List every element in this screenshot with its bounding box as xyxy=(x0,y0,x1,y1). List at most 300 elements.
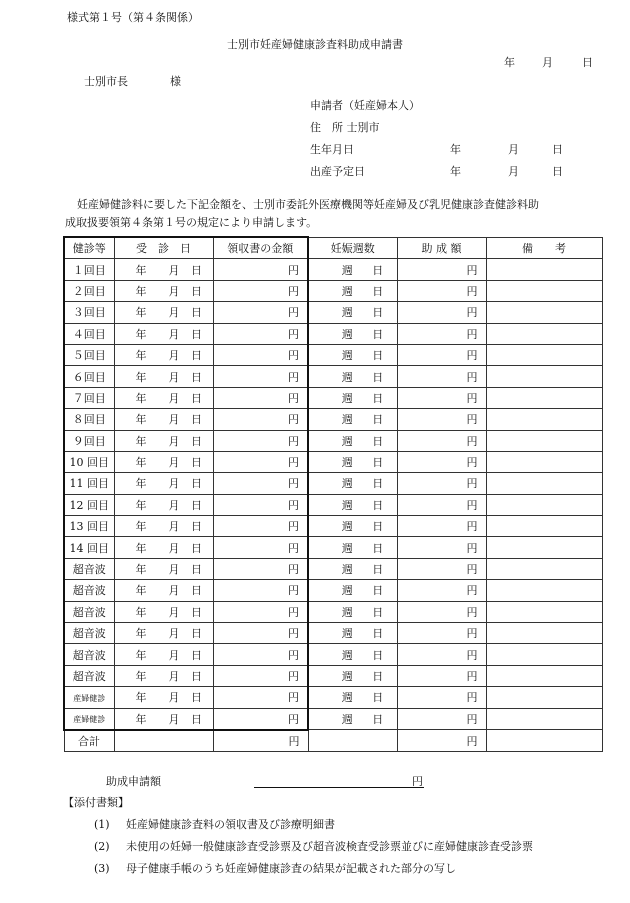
unit-month: 月 xyxy=(168,563,180,577)
row-label xyxy=(64,302,114,323)
unit-day: 日 xyxy=(372,541,384,555)
unit-yen: 円 xyxy=(288,670,299,683)
visit-date-cell[interactable] xyxy=(114,687,213,708)
receipt-amount-cell[interactable] xyxy=(213,601,308,622)
unit-day: 日 xyxy=(191,605,202,619)
addressee-name: 士別市長 xyxy=(84,75,128,88)
attachments-list xyxy=(94,814,533,880)
unit-day: 日 xyxy=(191,327,202,341)
unit-month: 月 xyxy=(168,284,180,298)
total-date-cell xyxy=(114,730,213,752)
row-label xyxy=(64,430,114,451)
receipt-amount-cell[interactable] xyxy=(213,687,308,708)
pregnancy-weeks-cell[interactable] xyxy=(308,623,397,644)
unit-yen: 円 xyxy=(288,648,299,662)
subsidy-cell[interactable] xyxy=(397,708,486,730)
unit-yen: 円 xyxy=(288,735,300,749)
pregnancy-weeks-cell[interactable] xyxy=(308,708,397,730)
visit-date-cell[interactable] xyxy=(114,516,213,537)
visit-date-cell[interactable] xyxy=(114,580,213,601)
unit-month: 月 xyxy=(168,691,180,705)
unit-year: 年 xyxy=(135,477,147,491)
unit-year: 年 xyxy=(135,391,147,405)
subsidy-cell[interactable] xyxy=(397,644,486,665)
unit-yen: 円 xyxy=(466,520,478,534)
remarks-cell[interactable] xyxy=(486,623,602,644)
receipt-amount-cell[interactable] xyxy=(213,387,308,408)
remarks-cell[interactable] xyxy=(486,259,602,280)
pregnancy-weeks-cell[interactable] xyxy=(308,409,397,430)
unit-yen: 円 xyxy=(466,477,478,491)
remarks-cell[interactable] xyxy=(486,558,602,579)
unit-week: 週 xyxy=(341,370,353,384)
unit-day: 日 xyxy=(372,306,384,320)
row-label-text: ７回目 xyxy=(72,391,106,405)
unit-week: 週 xyxy=(341,306,353,320)
row-label-text: 超音波 xyxy=(72,627,106,641)
unit-year: 年 xyxy=(135,498,147,512)
pregnancy-weeks-cell[interactable] xyxy=(308,537,397,558)
unit-month: 月 xyxy=(168,327,180,341)
unit-yen: 円 xyxy=(466,627,478,641)
table-row xyxy=(64,665,602,686)
unit-week: 週 xyxy=(341,413,353,427)
pregnancy-weeks-cell[interactable] xyxy=(308,344,397,365)
applicant-label: 申請者（妊産婦本人） xyxy=(310,99,420,112)
pregnancy-weeks-cell[interactable] xyxy=(308,430,397,451)
remarks-cell[interactable] xyxy=(486,280,602,301)
row-label xyxy=(64,451,114,472)
attachment-item xyxy=(94,814,533,836)
subsidy-cell[interactable] xyxy=(397,323,486,344)
table-row xyxy=(64,409,602,430)
unit-week: 週 xyxy=(341,541,353,555)
visit-date-cell[interactable] xyxy=(114,323,213,344)
header-pregnancy-weeks: 妊娠週数 xyxy=(308,237,397,259)
pregnancy-weeks-cell[interactable] xyxy=(308,387,397,408)
unit-day: 日 xyxy=(191,670,202,683)
visit-date-cell[interactable] xyxy=(114,387,213,408)
row-label xyxy=(64,623,114,644)
subsidy-cell[interactable] xyxy=(397,344,486,365)
row-label xyxy=(64,494,114,515)
unit-month: 月 xyxy=(168,349,180,363)
remarks-cell[interactable] xyxy=(486,494,602,515)
unit-week: 週 xyxy=(341,327,353,341)
remarks-cell[interactable] xyxy=(486,708,602,730)
subsidy-cell[interactable] xyxy=(397,516,486,537)
pregnancy-weeks-cell[interactable] xyxy=(308,580,397,601)
birth-year: 年 xyxy=(450,143,461,156)
unit-yen: 円 xyxy=(466,541,478,555)
due-date-label: 出産予定日 xyxy=(310,165,365,178)
remarks-cell[interactable] xyxy=(486,430,602,451)
unit-month: 月 xyxy=(168,498,180,512)
unit-day: 日 xyxy=(191,456,202,470)
unit-yen: 円 xyxy=(466,349,478,363)
visit-date-cell[interactable] xyxy=(114,302,213,323)
pregnancy-weeks-cell[interactable] xyxy=(308,473,397,494)
unit-yen: 円 xyxy=(288,712,299,726)
visit-date-cell[interactable] xyxy=(114,644,213,665)
row-label xyxy=(64,644,114,665)
row-label xyxy=(64,366,114,387)
unit-yen: 円 xyxy=(288,563,299,577)
due-day: 日 xyxy=(552,165,563,178)
intro-line-1: 妊産婦健診料に要した下記金額を、士別市委託外医療機関等妊産婦及び乳児健康診査健診料助 xyxy=(77,198,539,211)
subsidy-cell[interactable] xyxy=(397,537,486,558)
receipt-amount-cell[interactable] xyxy=(213,302,308,323)
pregnancy-weeks-cell[interactable] xyxy=(308,366,397,387)
visit-date-cell[interactable] xyxy=(114,665,213,686)
unit-yen: 円 xyxy=(288,541,299,555)
unit-day: 日 xyxy=(191,391,202,405)
remarks-cell[interactable] xyxy=(486,344,602,365)
row-label xyxy=(64,259,114,280)
subsidy-cell[interactable] xyxy=(397,687,486,708)
unit-month: 月 xyxy=(168,541,180,555)
table-row xyxy=(64,708,602,730)
remarks-cell[interactable] xyxy=(486,473,602,494)
total-remarks-cell xyxy=(486,730,602,752)
total-subsidy-cell[interactable] xyxy=(397,730,486,752)
row-label-text: 超音波 xyxy=(72,584,106,598)
unit-year: 年 xyxy=(135,648,147,662)
remarks-cell[interactable] xyxy=(486,580,602,601)
unit-yen: 円 xyxy=(466,306,478,320)
receipt-amount-cell[interactable] xyxy=(213,259,308,280)
unit-yen: 円 xyxy=(466,563,478,577)
unit-week: 週 xyxy=(341,263,353,277)
table-row xyxy=(64,644,602,665)
table-row xyxy=(64,558,602,579)
pregnancy-weeks-cell[interactable] xyxy=(308,558,397,579)
unit-year: 年 xyxy=(135,712,147,726)
visit-date-cell[interactable] xyxy=(114,430,213,451)
unit-week: 週 xyxy=(341,349,353,363)
row-label xyxy=(64,558,114,579)
document-title: 士別市妊産婦健康診査料助成申請書 xyxy=(227,38,403,51)
unit-yen: 円 xyxy=(466,327,478,341)
unit-year: 年 xyxy=(135,670,147,683)
receipt-amount-cell[interactable] xyxy=(213,323,308,344)
subsidy-cell[interactable] xyxy=(397,387,486,408)
unit-day: 日 xyxy=(372,349,384,363)
unit-day: 日 xyxy=(372,434,384,448)
receipt-amount-cell[interactable] xyxy=(213,366,308,387)
remarks-cell[interactable] xyxy=(486,451,602,472)
unit-month: 月 xyxy=(168,306,180,320)
subsidy-cell[interactable] xyxy=(397,451,486,472)
row-label-text: 超音波 xyxy=(72,670,106,683)
unit-day: 日 xyxy=(372,691,384,705)
unit-day: 日 xyxy=(191,584,202,598)
receipt-amount-cell[interactable] xyxy=(213,580,308,601)
remarks-cell[interactable] xyxy=(486,665,602,686)
unit-day: 日 xyxy=(191,563,202,577)
receipt-amount-cell[interactable] xyxy=(213,665,308,686)
checkup-table xyxy=(63,236,603,752)
row-label-text: ２回目 xyxy=(72,284,106,298)
request-amount-field[interactable] xyxy=(254,787,424,788)
subsidy-cell[interactable] xyxy=(397,494,486,515)
table-row xyxy=(64,687,602,708)
unit-day: 日 xyxy=(372,670,384,683)
unit-yen: 円 xyxy=(466,734,478,748)
header-receipt-amount: 領収書の金額 xyxy=(213,237,308,259)
remarks-cell[interactable] xyxy=(486,366,602,387)
row-label-text: 11 回目 xyxy=(69,477,109,491)
subsidy-cell[interactable] xyxy=(397,366,486,387)
unit-year: 年 xyxy=(135,327,147,341)
unit-yen: 円 xyxy=(466,263,478,277)
header-subsidy: 助 成 額 xyxy=(397,237,486,259)
row-label-text: 14 回目 xyxy=(69,541,109,555)
row-label-text: １回目 xyxy=(72,263,106,277)
receipt-amount-cell[interactable] xyxy=(213,708,308,730)
receipt-amount-cell[interactable] xyxy=(213,558,308,579)
applicant-block xyxy=(310,95,563,183)
addressee xyxy=(84,73,181,89)
unit-day: 日 xyxy=(372,456,384,470)
receipt-amount-cell[interactable] xyxy=(213,344,308,365)
attachments-heading: 【添付書類】 xyxy=(63,796,129,809)
request-amount-label: 助成申請額 xyxy=(106,775,161,788)
pregnancy-weeks-cell[interactable] xyxy=(308,494,397,515)
pregnancy-weeks-cell[interactable] xyxy=(308,644,397,665)
visit-date-cell[interactable] xyxy=(114,708,213,730)
receipt-amount-cell[interactable] xyxy=(213,494,308,515)
unit-day: 日 xyxy=(191,520,202,534)
row-label xyxy=(64,344,114,365)
unit-yen: 円 xyxy=(466,605,478,619)
table-row xyxy=(64,344,602,365)
visit-date-cell[interactable] xyxy=(114,259,213,280)
unit-month: 月 xyxy=(168,584,180,598)
visit-date-cell[interactable] xyxy=(114,344,213,365)
subsidy-cell[interactable] xyxy=(397,280,486,301)
subsidy-cell[interactable] xyxy=(397,409,486,430)
unit-day: 日 xyxy=(191,284,202,298)
unit-week: 週 xyxy=(341,498,353,512)
unit-month: 月 xyxy=(168,263,180,277)
remarks-cell[interactable] xyxy=(486,409,602,430)
pregnancy-weeks-cell[interactable] xyxy=(308,516,397,537)
unit-day: 日 xyxy=(191,413,202,427)
table-row xyxy=(64,302,602,323)
row-label-text: ８回目 xyxy=(72,413,106,427)
table-row xyxy=(64,494,602,515)
table-row xyxy=(64,537,602,558)
addressee-honorific: 様 xyxy=(170,75,181,88)
unit-yen: 円 xyxy=(466,391,478,405)
pregnancy-weeks-cell[interactable] xyxy=(308,601,397,622)
row-label-text: 超音波 xyxy=(72,648,106,662)
remarks-cell[interactable] xyxy=(486,387,602,408)
intro-line-2: 成取扱要領第４条第１号の規定により申請します。 xyxy=(65,216,318,229)
pregnancy-weeks-cell[interactable] xyxy=(308,280,397,301)
header-visit-date: 受 診 日 xyxy=(114,237,213,259)
unit-week: 週 xyxy=(341,584,353,598)
total-receipt-amount-cell[interactable] xyxy=(213,730,308,752)
visit-date-cell[interactable] xyxy=(114,558,213,579)
subsidy-cell[interactable] xyxy=(397,665,486,686)
row-label-text: 産婦健診 xyxy=(73,715,106,725)
unit-month: 月 xyxy=(168,370,180,384)
birth-day: 日 xyxy=(552,143,563,156)
visit-date-cell[interactable] xyxy=(114,537,213,558)
unit-day: 日 xyxy=(372,563,384,577)
pregnancy-weeks-cell[interactable] xyxy=(308,665,397,686)
unit-month: 月 xyxy=(168,413,180,427)
receipt-amount-cell[interactable] xyxy=(213,451,308,472)
unit-week: 週 xyxy=(341,477,353,491)
attachment-text: 妊産婦健康診査料の領収書及び診療明細書 xyxy=(126,818,335,831)
unit-week: 週 xyxy=(341,627,353,641)
row-label-text: ３回目 xyxy=(72,306,106,320)
visit-date-cell[interactable] xyxy=(114,366,213,387)
unit-yen: 円 xyxy=(288,477,299,491)
subsidy-cell[interactable] xyxy=(397,623,486,644)
unit-week: 週 xyxy=(341,391,353,405)
row-label-text: 超音波 xyxy=(72,563,106,577)
unit-yen: 円 xyxy=(466,584,478,598)
row-label xyxy=(64,537,114,558)
subsidy-cell[interactable] xyxy=(397,473,486,494)
unit-week: 週 xyxy=(341,691,353,705)
unit-year: 年 xyxy=(135,263,147,277)
unit-month: 月 xyxy=(168,627,180,641)
subsidy-cell[interactable] xyxy=(397,259,486,280)
row-label xyxy=(64,323,114,344)
unit-year: 年 xyxy=(135,284,147,298)
total-row xyxy=(64,730,602,752)
unit-yen: 円 xyxy=(466,413,478,427)
visit-date-cell[interactable] xyxy=(114,494,213,515)
unit-year: 年 xyxy=(135,563,147,577)
receipt-amount-cell[interactable] xyxy=(213,516,308,537)
unit-day: 日 xyxy=(191,712,202,726)
unit-yen: 円 xyxy=(466,370,478,384)
remarks-cell[interactable] xyxy=(486,537,602,558)
subsidy-cell[interactable] xyxy=(397,601,486,622)
unit-day: 日 xyxy=(191,691,202,705)
receipt-amount-cell[interactable] xyxy=(213,280,308,301)
unit-day: 日 xyxy=(191,627,202,641)
intro-paragraph xyxy=(65,196,605,232)
pregnancy-weeks-cell[interactable] xyxy=(308,687,397,708)
unit-month: 月 xyxy=(168,434,180,448)
remarks-cell[interactable] xyxy=(486,687,602,708)
subsidy-cell[interactable] xyxy=(397,558,486,579)
due-month: 月 xyxy=(508,165,519,178)
unit-day: 日 xyxy=(372,391,384,405)
remarks-cell[interactable] xyxy=(486,302,602,323)
table-row xyxy=(64,387,602,408)
unit-day: 日 xyxy=(372,413,384,427)
unit-yen: 円 xyxy=(288,584,299,598)
receipt-amount-cell[interactable] xyxy=(213,473,308,494)
unit-yen: 円 xyxy=(466,648,478,662)
total-label: 合計 xyxy=(64,730,114,752)
table-row xyxy=(64,580,602,601)
pregnancy-weeks-cell[interactable] xyxy=(308,302,397,323)
subsidy-cell[interactable] xyxy=(397,580,486,601)
unit-year: 年 xyxy=(135,520,147,534)
receipt-amount-cell[interactable] xyxy=(213,409,308,430)
remarks-cell[interactable] xyxy=(486,516,602,537)
unit-day: 日 xyxy=(191,648,202,662)
row-label-text: 産婦健診 xyxy=(73,693,106,703)
visit-date-cell[interactable] xyxy=(114,623,213,644)
row-label-text: ６回目 xyxy=(72,370,106,384)
attachment-number: (1) xyxy=(94,818,110,831)
unit-year: 年 xyxy=(135,541,147,555)
unit-year: 年 xyxy=(135,349,147,363)
receipt-amount-cell[interactable] xyxy=(213,623,308,644)
receipt-amount-cell[interactable] xyxy=(213,537,308,558)
remarks-cell[interactable] xyxy=(486,601,602,622)
unit-week: 週 xyxy=(341,670,353,683)
unit-yen: 円 xyxy=(466,434,478,448)
pregnancy-weeks-cell[interactable] xyxy=(308,323,397,344)
subsidy-cell[interactable] xyxy=(397,430,486,451)
unit-year: 年 xyxy=(135,456,147,470)
unit-yen: 円 xyxy=(288,391,299,405)
visit-date-cell[interactable] xyxy=(114,473,213,494)
unit-week: 週 xyxy=(341,648,353,662)
row-label-text: 12 回目 xyxy=(69,498,109,512)
attachment-number: (2) xyxy=(94,840,110,853)
visit-date-cell[interactable] xyxy=(114,409,213,430)
unit-year: 年 xyxy=(135,413,147,427)
visit-date-cell[interactable] xyxy=(114,451,213,472)
total-weeks-cell xyxy=(308,730,397,752)
table-row xyxy=(64,259,602,280)
unit-year: 年 xyxy=(135,627,147,641)
receipt-amount-cell[interactable] xyxy=(213,430,308,451)
table-row xyxy=(64,323,602,344)
unit-week: 週 xyxy=(341,563,353,577)
unit-year: 年 xyxy=(135,605,147,619)
address-label: 住 所 xyxy=(310,121,343,134)
unit-yen: 円 xyxy=(288,263,299,277)
unit-week: 週 xyxy=(341,520,353,534)
unit-week: 週 xyxy=(341,605,353,619)
unit-day: 日 xyxy=(372,584,384,598)
row-label-text: ５回目 xyxy=(72,349,106,363)
pregnancy-weeks-cell[interactable] xyxy=(308,259,397,280)
visit-date-cell[interactable] xyxy=(114,280,213,301)
row-label xyxy=(64,387,114,408)
unit-yen: 円 xyxy=(288,627,299,641)
remarks-cell[interactable] xyxy=(486,323,602,344)
unit-day: 日 xyxy=(372,284,384,298)
remarks-cell[interactable] xyxy=(486,644,602,665)
pregnancy-weeks-cell[interactable] xyxy=(308,451,397,472)
birthdate-label: 生年月日 xyxy=(310,143,354,156)
date-day: 日 xyxy=(582,56,593,69)
visit-date-cell[interactable] xyxy=(114,601,213,622)
unit-day: 日 xyxy=(372,327,384,341)
unit-month: 月 xyxy=(168,520,180,534)
row-label-text: ９回目 xyxy=(72,434,106,448)
receipt-amount-cell[interactable] xyxy=(213,644,308,665)
unit-year: 年 xyxy=(135,584,147,598)
subsidy-cell[interactable] xyxy=(397,302,486,323)
request-amount-yen: 円 xyxy=(412,775,423,788)
unit-day: 日 xyxy=(372,713,384,727)
